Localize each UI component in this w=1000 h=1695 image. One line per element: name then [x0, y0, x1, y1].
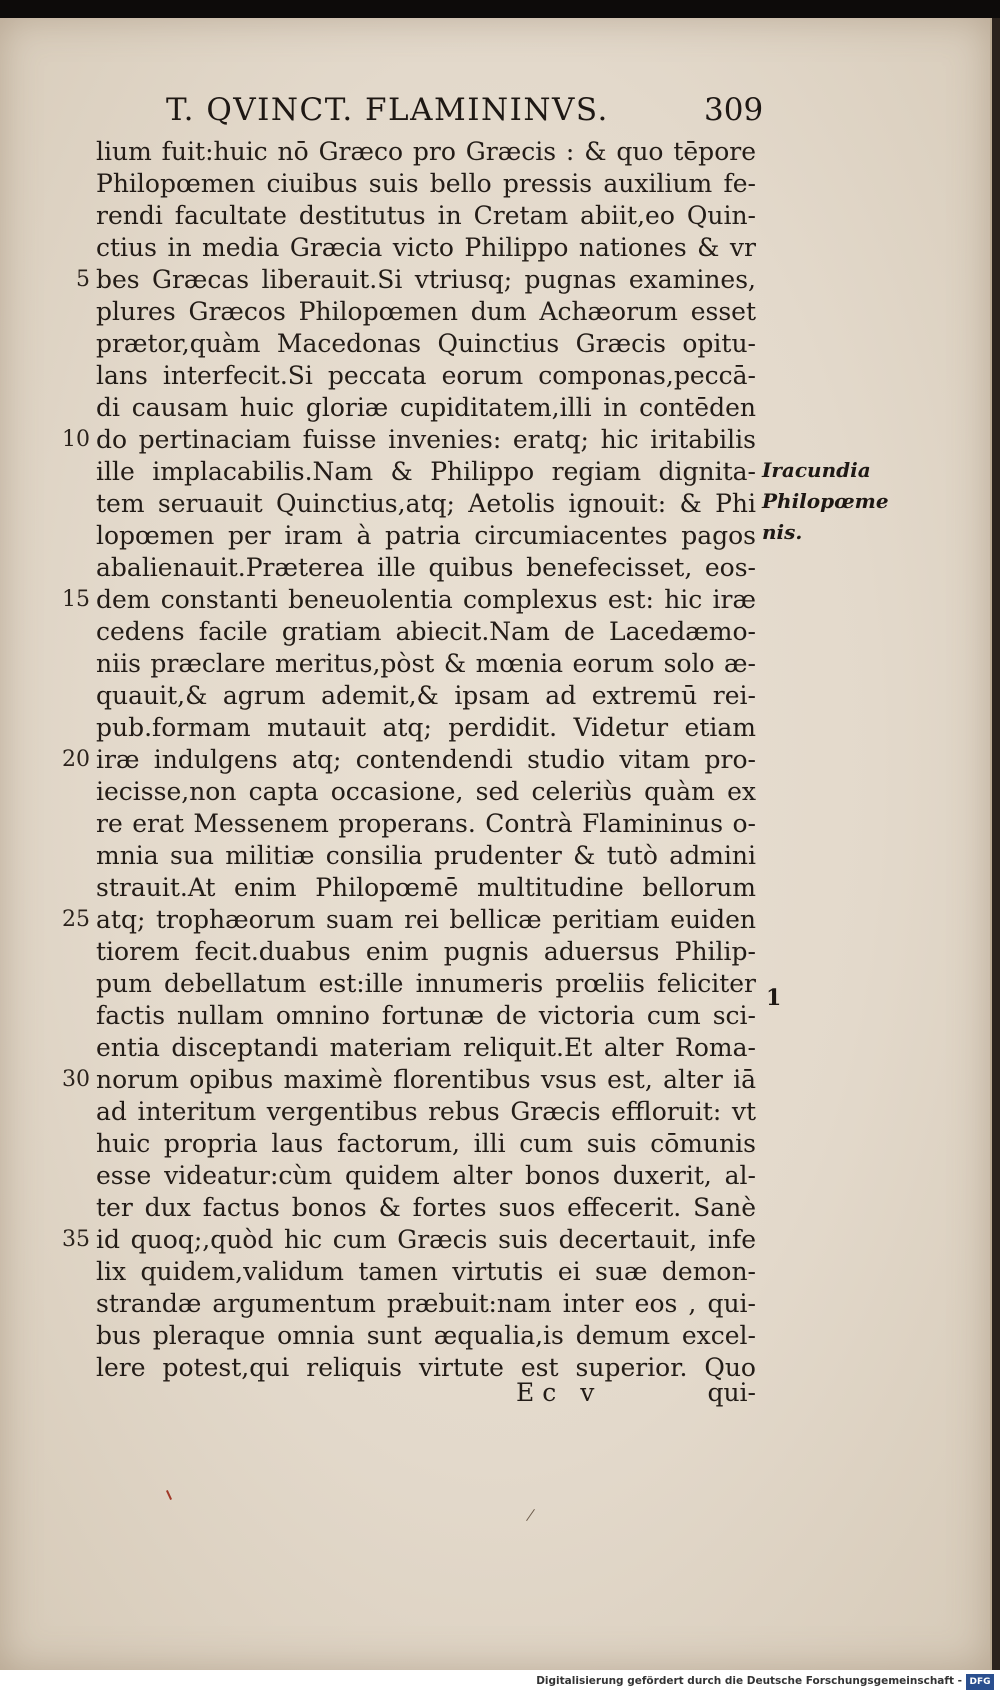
- text-line: strauit.At enim Philopœmē multitudine bellorum: [96, 873, 756, 902]
- text-line: Philopœmen ciuibus suis bello pressis auxilium fe-: [96, 169, 756, 198]
- text-line: norum opibus maximè florentibus vsus est, alter iā: [96, 1065, 756, 1094]
- text-line: ter dux factus bonos & fortes suos effecerit. Sanè: [96, 1193, 756, 1222]
- text-line: entia disceptandi materiam reliquit.Et alter Roma-: [96, 1033, 756, 1062]
- running-title: T. QVINCT. FLAMININVS.: [166, 92, 609, 128]
- line-number: 20: [62, 747, 90, 772]
- line-number: 10: [62, 427, 90, 452]
- text-line: mnia sua militiæ consilia prudenter & tutò admini: [96, 841, 756, 870]
- text-line: prætor,quàm Macedonas Quinctius Græcis opitu-: [96, 329, 756, 358]
- digitization-footer: [0, 1670, 1000, 1695]
- right-scan-border: [992, 18, 1000, 1670]
- text-line: abalienauit.Præterea ille quibus benefecisset, eos-: [96, 553, 756, 582]
- text-line: pub.formam mutauit atq; perdidit. Videtur etiam: [96, 713, 756, 742]
- text-line: lere potest,qui reliquis virtute est superior. Quo: [96, 1353, 756, 1382]
- text-line: ctius in media Græcia victo Philippo nationes & vr: [96, 233, 756, 262]
- text-line: lans interfecit.Si peccata eorum componas,peccā-: [96, 361, 756, 390]
- text-line: huic propria laus factorum, illi cum suis cōmunis: [96, 1129, 756, 1158]
- text-line: iræ indulgens atq; contendendi studio vitam pro-: [96, 745, 756, 774]
- line-number: 35: [62, 1227, 90, 1252]
- marginal-note-line: Iracundia: [762, 458, 871, 482]
- catchword-row: [96, 1377, 756, 1409]
- text-line: quauit,& agrum ademit,& ipsam ad extremū rei-: [96, 681, 756, 710]
- marginal-note-line: nis.: [762, 520, 803, 544]
- line-number: 5: [76, 267, 90, 292]
- text-line: dem constanti beneuolentia complexus est: hic iræ: [96, 585, 756, 614]
- line-number: 30: [62, 1067, 90, 1092]
- text-line: niis præclare meritus,pòst & mœnia eorum solo æ-: [96, 649, 756, 678]
- page-header: [166, 92, 764, 140]
- text-line: factis nullam omnino fortunæ de victoria cum sci-: [96, 1001, 756, 1030]
- text-line: lium fuit:huic nō Græco pro Græcis : & quo tēpore: [96, 137, 756, 166]
- marginal-note: [762, 455, 889, 548]
- text-line: tiorem fecit.duabus enim pugnis aduersus Philip-: [96, 937, 756, 966]
- funding-credit: Digitalisierung gefördert durch die Deutsche Forschungsgemeinschaft -: [536, 1675, 962, 1687]
- text-line: strandæ argumentum præbuit:nam inter eos , qui-: [96, 1289, 756, 1318]
- body-text: [96, 136, 756, 1384]
- text-line: bus pleraque omnia sunt æqualia,is demum excel-: [96, 1321, 756, 1350]
- text-line: tem seruauit Quinctius,atq; Aetolis ignouit: & Phi: [96, 489, 756, 518]
- text-line: iecisse,non capta occasione, sed celeriùs quàm ex: [96, 777, 756, 806]
- text-line: esse videatur:cùm quidem alter bonos duxerit, al-: [96, 1161, 756, 1190]
- text-line: plures Græcos Philopœmen dum Achæorum esset: [96, 297, 756, 326]
- text-line: ille implacabilis.Nam & Philippo regiam dignita-: [96, 457, 756, 486]
- catchword: qui-: [707, 1378, 756, 1407]
- text-line: atq; trophæorum suam rei bellicæ peritiam euiden: [96, 905, 756, 934]
- text-line: id quoq;,quòd hic cum Græcis suis decertauit, infe: [96, 1225, 756, 1254]
- page-number: 309: [704, 92, 764, 128]
- signature-mark: Ec v: [516, 1378, 603, 1407]
- line-number: 25: [62, 907, 90, 932]
- dfg-logo: DFG: [966, 1674, 994, 1690]
- text-line: pum debellatum est:ille innumeris prœliis feliciter: [96, 969, 756, 998]
- text-line: bes Græcas liberauit.Si vtriusq; pugnas examines,: [96, 265, 756, 294]
- text-line: lopœmen per iram à patria circumiacentes pagos: [96, 521, 756, 550]
- line-number: 15: [62, 587, 90, 612]
- marginal-note-line: Philopœme: [762, 489, 889, 513]
- text-line: cedens facile gratiam abiecit.Nam de Lacedæmo-: [96, 617, 756, 646]
- text-line: di causam huic gloriæ cupiditatem,illi in contēden: [96, 393, 756, 422]
- text-line: re erat Messenem properans. Contrà Flamininus o-: [96, 809, 756, 838]
- text-line: ad interitum vergentibus rebus Græcis effloruit: vt: [96, 1097, 756, 1126]
- text-line: do pertinaciam fuisse invenies: eratq; hic iritabilis: [96, 425, 756, 454]
- marginal-mark: 1: [766, 985, 782, 1011]
- text-line: rendi facultate destitutus in Cretam abiit,eo Quin-: [96, 201, 756, 230]
- text-line: lix quidem,validum tamen virtutis ei suæ demon-: [96, 1257, 756, 1286]
